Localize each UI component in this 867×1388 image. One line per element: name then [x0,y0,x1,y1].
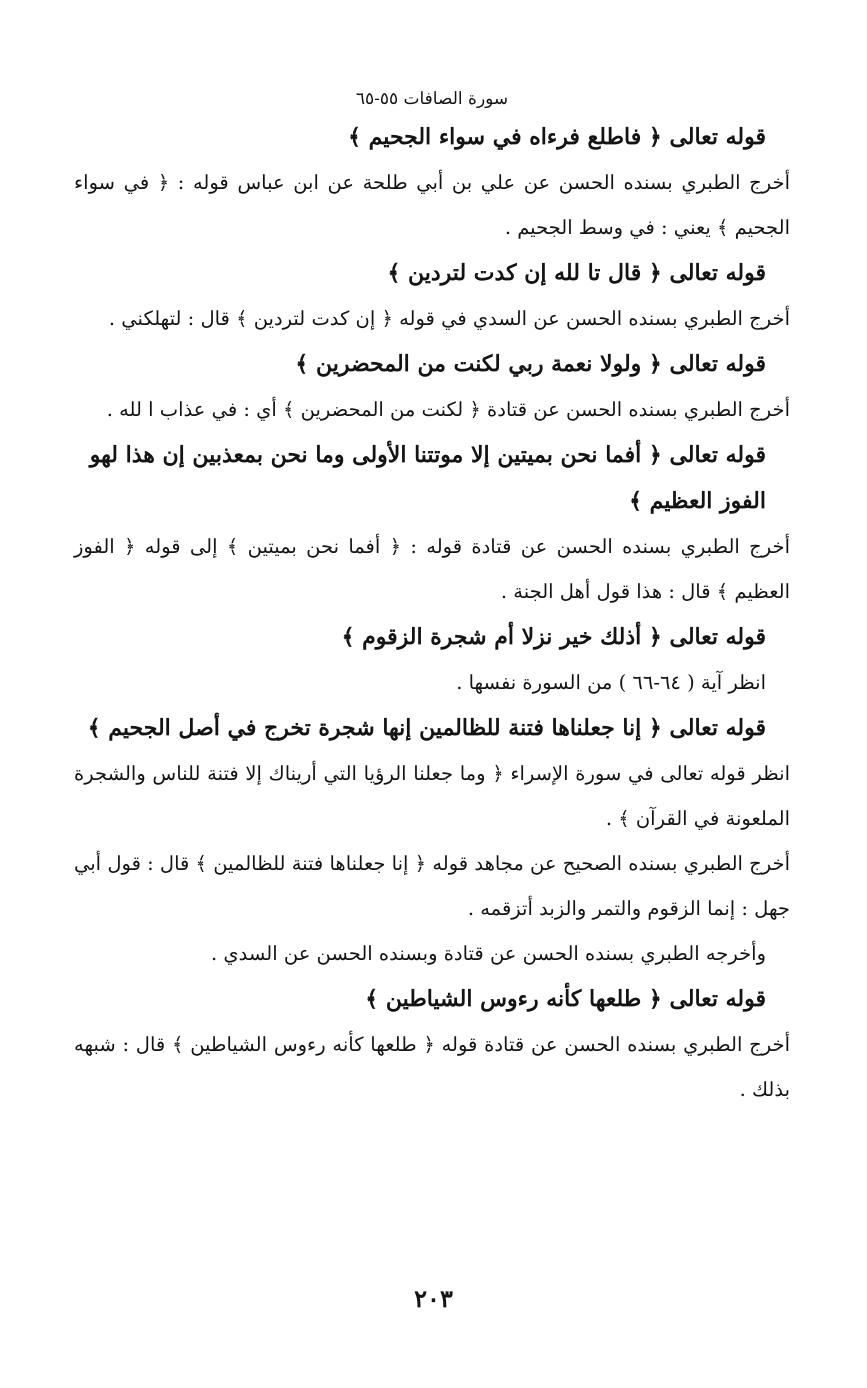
commentary-paragraph-1: أخرج الطبري بسنده الحسن عن علي بن أبي طلحة عن ابن عباس قوله : ﴿ في سواء الجحيم ﴾ يعني : في وسط الجحيم . [74,171,790,239]
verse-heading-5: قوله تعالى ﴿ أذلك خير نزلا أم شجرة الزقوم ﴾ [341,624,766,650]
verse-heading-7: قوله تعالى ﴿ طلعها كأنه رءوس الشياطين ﴾ [365,986,766,1012]
verse-heading-1: قوله تعالى ﴿ فاطلع فرءاه في سواء الجحيم ﴾ [348,124,766,150]
page-number: ٢٠٣ [414,1284,453,1313]
verse-heading-6: قوله تعالى ﴿ إنا جعلناها فتنة للظالمين إنها شجرة تخرج في أصل الجحيم ﴾ [87,715,766,741]
commentary-paragraph-4: أخرج الطبري بسنده الحسن عن قتادة قوله : ﴿ أفما نحن بميتين ﴾ إلى قوله ﴿ الفوز العظيم ﴾ قال : هذا قول أهل الجنة . [74,535,790,603]
running-title: سورة الصافات ٥٥-٦٥ [355,89,509,109]
commentary-paragraph-2: أخرج الطبري بسنده الحسن عن السدي في قوله ﴿ إن كدت لتردين ﴾ قال : لتهلكني . [108,307,790,330]
verse-heading-2: قوله تعالى ﴿ قال تا لله إن كدت لتردين ﴾ [387,260,766,286]
commentary-paragraph-5: انظر آية ( ٦٤-٦٦ ) من السورة نفسها . [456,671,766,694]
page-body [74,84,790,1112]
commentary-paragraph-8: وأخرجه الطبري بسنده الحسن عن قتادة وبسنده الحسن عن السدي . [211,942,766,965]
commentary-paragraph-6: انظر قوله تعالى في سورة الإسراء ﴿ وما جعلنا الرؤيا التي أريناك إلا فتنة للناس والشجرة الملعونة في القرآن ﴾ . [74,762,790,830]
verse-heading-4: قوله تعالى ﴿ أفما نحن بميتين إلا موتتنا الأولى وما نحن بمعذبين إن هذا لهو الفوز العظيم ﴾ [89,442,766,514]
commentary-paragraph-7: أخرج الطبري بسنده الصحيح عن مجاهد قوله ﴿ إنا جعلناها فتنة للظالمين ﴾ قال : قول أبي جهل : إنما الزقوم والتمر والزبد أتزقمه . [74,852,790,920]
verse-heading-3: قوله تعالى ﴿ ولولا نعمة ربي لكنت من المحضرين ﴾ [295,351,766,377]
commentary-paragraph-9: أخرج الطبري بسنده الحسن عن قتادة قوله ﴿ طلعها كأنه رءوس الشياطين ﴾ قال : شبهه بذلك . [74,1033,790,1101]
commentary-paragraph-3: أخرج الطبري بسنده الحسن عن قتادة ﴿ لكنت من المحضرين ﴾ أي : في عذاب ا لله . [106,398,790,421]
